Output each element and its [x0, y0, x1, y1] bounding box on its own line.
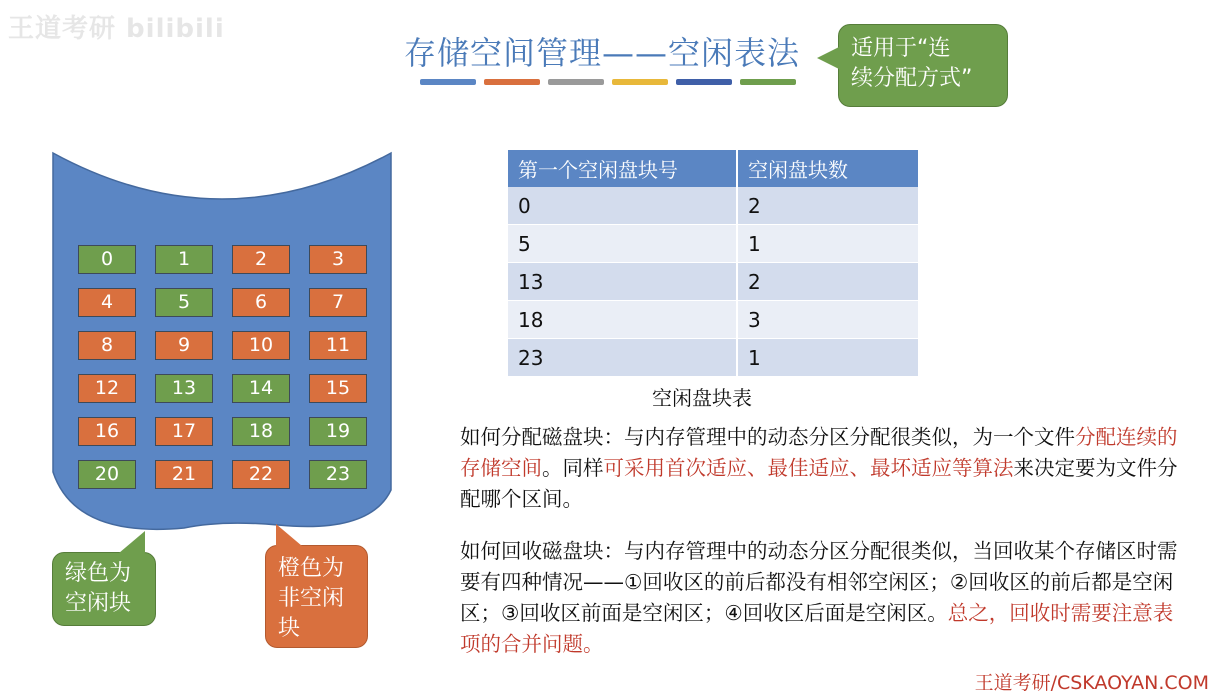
reclamation-paragraph [460, 536, 1180, 660]
legend-free-line-1: 绿色为 [65, 561, 132, 586]
table-row [508, 263, 918, 301]
disk-block-22: 22 [232, 460, 290, 489]
disk-block-17: 17 [155, 417, 213, 446]
cell-block-count: 2 [737, 263, 918, 301]
disk-block-21: 21 [155, 460, 213, 489]
cell-block-count: 1 [737, 339, 918, 377]
disk-block-14: 14 [232, 374, 290, 403]
disk-block-2: 2 [232, 245, 290, 274]
allocation-text-3: 来决定要为文件分配哪个区间。 [460, 456, 1178, 511]
footer-brand: 王道考研/CSKAOYAN.COM [974, 672, 1209, 694]
title-color-bar [676, 79, 732, 85]
disk-block-5: 5 [155, 288, 213, 317]
watermark-logo: 王道考研 bilibili [8, 14, 225, 44]
allocation-paragraph [460, 422, 1180, 515]
cell-first-block: 5 [508, 225, 737, 263]
disk-block-7: 7 [309, 288, 367, 317]
disk-block-20: 20 [78, 460, 136, 489]
reclamation-text: 如何回收磁盘块：与内存管理中的动态分区分配很类似，当回收某个存储区时需要有四种情况——①回收区的前后都没有相邻空闲区；②回收区的前后都是空闲区；③回收区前面是空闲区；④回收区后面是空闲区。 [460, 539, 1178, 625]
callout-line-2: 续分配方式” [851, 66, 973, 91]
legend-used-line-3: 块 [278, 616, 301, 641]
header-free-block-count: 空闲盘块数 [737, 150, 918, 187]
title-color-bar [740, 79, 796, 85]
legend-used-block [265, 545, 368, 648]
table-row [508, 339, 918, 377]
disk-block-3: 3 [309, 245, 367, 274]
disk-block-grid [78, 245, 367, 489]
disk-block-4: 4 [78, 288, 136, 317]
title-color-bar [420, 79, 476, 85]
cell-first-block: 18 [508, 301, 737, 339]
cell-block-count: 3 [737, 301, 918, 339]
allocation-highlight-algorithms: 可采用首次适应、最佳适应、最坏适应等算法 [603, 456, 1014, 480]
title-color-bar [548, 79, 604, 85]
table-caption: 空闲盘块表 [652, 386, 752, 410]
disk-block-12: 12 [78, 374, 136, 403]
header-first-free-block: 第一个空闲盘块号 [508, 150, 737, 187]
disk-block-13: 13 [155, 374, 213, 403]
table-header-row [508, 150, 918, 187]
disk-block-8: 8 [78, 331, 136, 360]
cell-block-count: 2 [737, 187, 918, 225]
cell-first-block: 13 [508, 263, 737, 301]
legend-free-block [52, 552, 156, 626]
allocation-text-1: 如何分配磁盘块：与内存管理中的动态分区分配很类似，为一个文件 [460, 425, 1075, 449]
disk-block-6: 6 [232, 288, 290, 317]
disk-block-23: 23 [309, 460, 367, 489]
callout-line-1: 适用于“连 [851, 36, 951, 61]
disk-block-0: 0 [78, 245, 136, 274]
disk-block-16: 16 [78, 417, 136, 446]
free-block-table [508, 150, 918, 376]
disk-block-9: 9 [155, 331, 213, 360]
disk-block-11: 11 [309, 331, 367, 360]
page-title: 存储空间管理——空闲表法 [404, 34, 801, 72]
disk-block-10: 10 [232, 331, 290, 360]
legend-used-line-2: 非空闲 [278, 586, 345, 611]
legend-used-line-1: 橙色为 [278, 556, 345, 581]
disk-block-15: 15 [309, 374, 367, 403]
title-color-bar [612, 79, 668, 85]
title-color-bar [484, 79, 540, 85]
table-row [508, 225, 918, 263]
disk-block-18: 18 [232, 417, 290, 446]
callout-contiguous-allocation [838, 24, 1008, 107]
reclamation-highlight-merge: 总之，回收时需要注意表项的合并问题。 [460, 601, 1174, 656]
cell-block-count: 1 [737, 225, 918, 263]
allocation-highlight-contiguous: 分配连续的存储空间 [460, 425, 1178, 480]
cell-first-block: 0 [508, 187, 737, 225]
disk-block-19: 19 [309, 417, 367, 446]
cell-first-block: 23 [508, 339, 737, 377]
table-row [508, 187, 918, 225]
legend-free-line-2: 空闲块 [65, 591, 132, 616]
disk-block-1: 1 [155, 245, 213, 274]
title-color-bars [420, 79, 796, 85]
allocation-text-2: 。同样 [542, 456, 604, 480]
table-row [508, 301, 918, 339]
